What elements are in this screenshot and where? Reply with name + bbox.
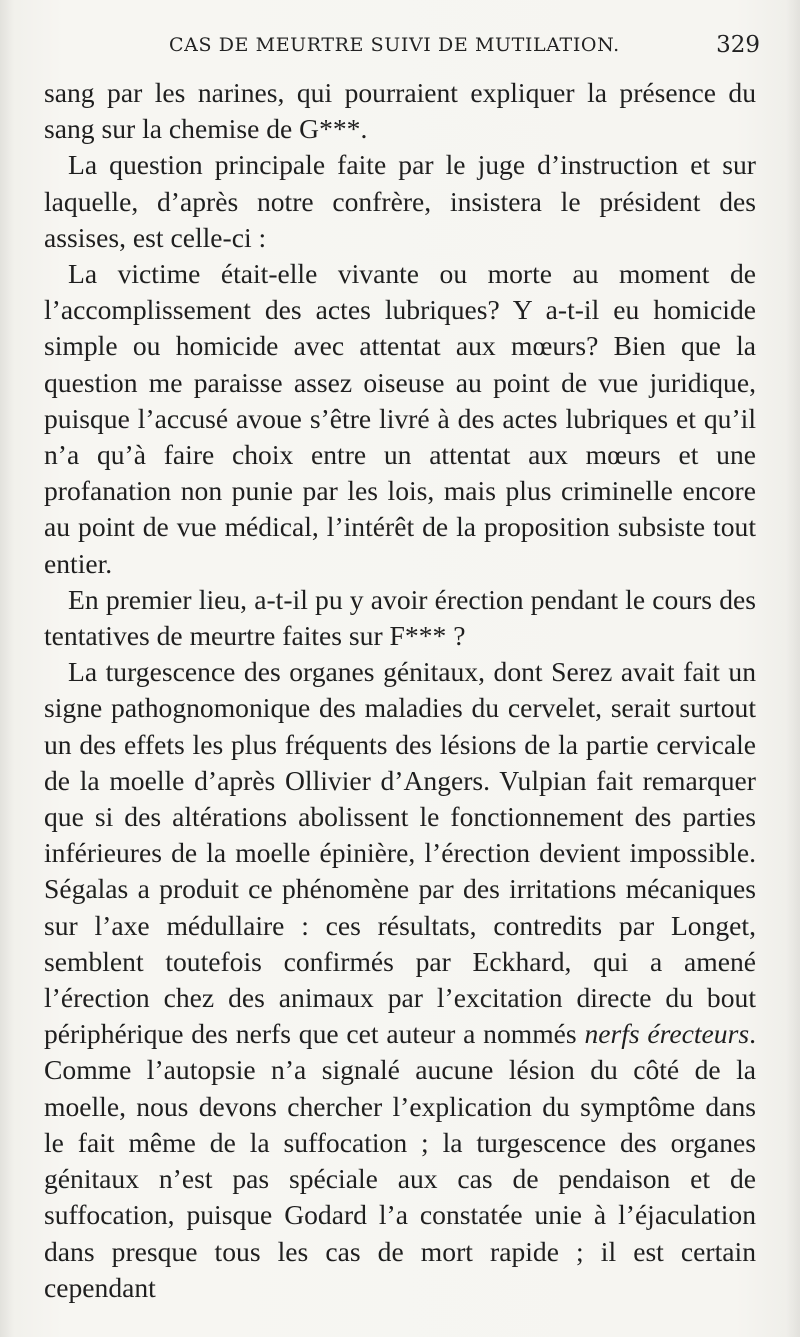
paragraph-turgescence-part-2: . Comme l’autopsie n’a signalé aucune lésion du côté de la moelle, nous devons chercher l’explication du symptôme dans le fait même de la suffocation ; la turgescence des organes génitaux n’est pas spéciale aux cas de pendaison et de suffocation, puisque Godard l’a constatée unie à l’éjaculation dans presque tous les cas de mort rapide ; il est certain cependant	[44, 1018, 756, 1303]
running-head	[44, 34, 760, 68]
body-text	[44, 75, 756, 1306]
paragraph-continued: sang par les narines, qui pourraient expliquer la présence du sang sur la chemise de G***.	[44, 77, 756, 145]
paragraph-victim: La victime était-elle vivante ou morte au moment de l’accomplissement des actes lubriques? Y a-t-il eu homicide simple ou homicide avec attentat aux mœurs? Bien que la question me paraisse assez oiseuse au point de vue juridique, puisque l’accusé avoue s’être livré à des actes lubriques et qu’il n’a qu’à faire choix entre un attentat aux mœurs et une profanation non punie par les lois, mais plus criminelle encore au point de vue médical, l’intérêt de la proposition subsiste tout entier.	[44, 258, 756, 579]
paragraph-turgescence-part-1: La turgescence des organes génitaux, dont Serez avait fait un signe pathognomonique des maladies du cervelet, serait surtout un des effets les plus fréquents des lésions de la partie cervicale de la moelle d’après Ollivier d’Angers. Vulpian fait remarquer que si des altérations abolissent le fonctionnement des parties inférieures de la moelle épinière, l’érection devient impossible. Ségalas a produit ce phénomène par des irritations mécaniques sur l’axe médullaire : ces résultats, contredits par Longet, semblent toutefois confirmés par Eckhard, qui a amené l’érection chez des animaux par l’excitation directe du bout périphérique des nerfs que cet auteur a nommés	[44, 656, 756, 1050]
paragraph-erection: En premier lieu, a-t-il pu y avoir érection pendant le cours des tentatives de meurtre faites sur F*** ?	[44, 583, 756, 652]
paragraph-question: La question principale faite par le juge d’instruction et sur laquelle, d’après notre confrère, insistera le président des assises, est celle-ci :	[44, 149, 756, 253]
running-title: CAS DE MEURTRE SUIVI DE MUTILATION.	[169, 34, 620, 56]
italic-term: nerfs érecteurs	[584, 1018, 750, 1050]
page-number: 329	[716, 32, 760, 58]
scan-shadow-right	[786, 0, 800, 1337]
scan-shadow-left	[0, 0, 14, 1337]
paragraph-turgescence	[44, 654, 756, 1306]
